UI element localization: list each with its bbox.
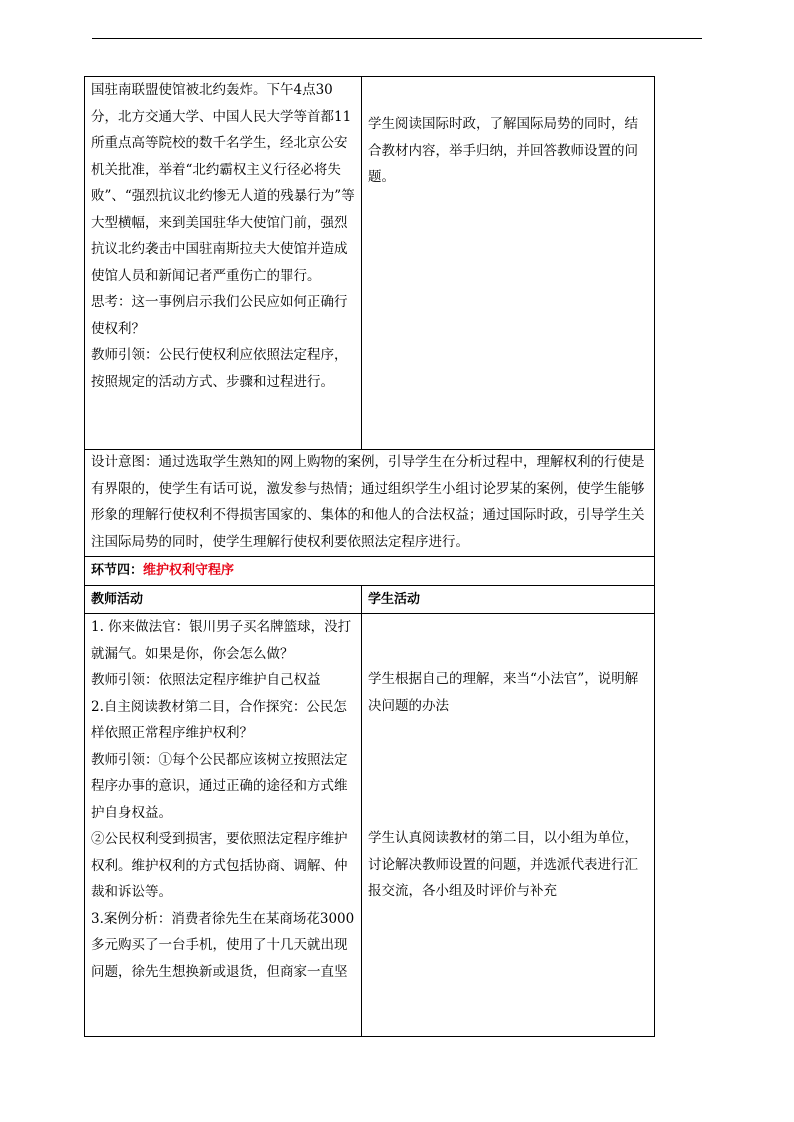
teacher-activity-header: 教师活动 [91, 591, 144, 607]
section-title: 维护权利守程序 [143, 563, 235, 578]
paragraph: 3.案例分析：消费者徐先生在某商场花3000多元购买了一台手机，使用了十几天就出现问题，徐先生想换新或退货，但商家一直坚 [91, 910, 355, 980]
teacher-activity-cell [85, 77, 362, 450]
paragraph: 教师引领：①每个公民都应该树立按照法定程序办事的意识，通过正确的途径和方式维护自身权益。 [91, 751, 348, 821]
paragraph: 学生阅读国际时政，了解国际局势的同时，结合教材内容，举手归纳，并回答教师设置的问题。 [368, 116, 638, 185]
design-intent: 设计意图：通过选取学生熟知的网上购物的案例，引导学生在分析过程中，理解权利的行使是有界限的，使学生有话可说，激发参与热情；通过组织学生小组讨论罗某的案例，使学生能够形象的理解行使权利不得损害国家的、集体的和他人的合法权益；通过国际时政，引导学生关注国际局势的同时，使学生理解行使权利要依照法定程序进行。 [91, 454, 645, 550]
paragraph: 1. 你来做法官：银川男子买名牌篮球，没打就漏气。如果是你，你会怎么做？ [91, 619, 352, 662]
student-activity-cell [362, 77, 655, 450]
section-heading-cell [85, 557, 655, 586]
table-row [85, 614, 655, 1037]
student-activity-cell [362, 614, 655, 1037]
table-row [85, 557, 655, 586]
table-row [85, 450, 655, 557]
paragraph: ②公民权利受到损害，要依照法定程序维护权利。维护权利的方式包括协商、调解、仲裁和诉讼等。 [91, 831, 348, 900]
paragraph: 2.自主阅读教材第二目，合作探究：公民怎样依照正常程序维护权利？ [91, 698, 347, 741]
teacher-header-cell [85, 585, 362, 614]
lesson-plan-table [84, 76, 655, 1037]
paragraph: 学生认真阅读教材的第二目，以小组为单位，讨论解决教师设置的问题，并选派代表进行汇报交流，各小组及时评价与补充 [368, 830, 638, 899]
design-intent-cell [85, 450, 655, 557]
table-row [85, 585, 655, 614]
teacher-activity-cell [85, 614, 362, 1037]
student-activity-header: 学生活动 [368, 591, 421, 607]
student-header-cell [362, 585, 655, 614]
header-rule [92, 38, 702, 39]
section-prefix: 环节四： [91, 563, 144, 578]
table-row [85, 77, 655, 450]
paragraph: 教师引领：公民行使权利应依照法定程序，按照规定的活动方式、步骤和过程进行。 [91, 347, 348, 390]
paragraph: 国驻南联盟使馆被北约轰炸。下午4点30分，北方交通大学、中国人民大学等首都11所重点高等院校的数千名学生，经北京公安机关批准，举着“北约霸权主义行径必将失败”、“强烈抗议北约惨无人道的残暴行为”等大型横幅，来到美国驻华大使馆门前，强烈抗议北约袭击中国驻南斯拉夫大使馆并造成使馆人员和新闻记者严重伤亡的罪行。 [91, 82, 355, 284]
paragraph: 教师引领：依照法定程序维护自己权益 [91, 672, 321, 688]
paragraph: 学生根据自己的理解，来当“小法官”，说明解决问题的办法 [368, 671, 639, 714]
paragraph: 思考：这一事例启示我们公民应如何正确行使权利？ [91, 294, 348, 337]
